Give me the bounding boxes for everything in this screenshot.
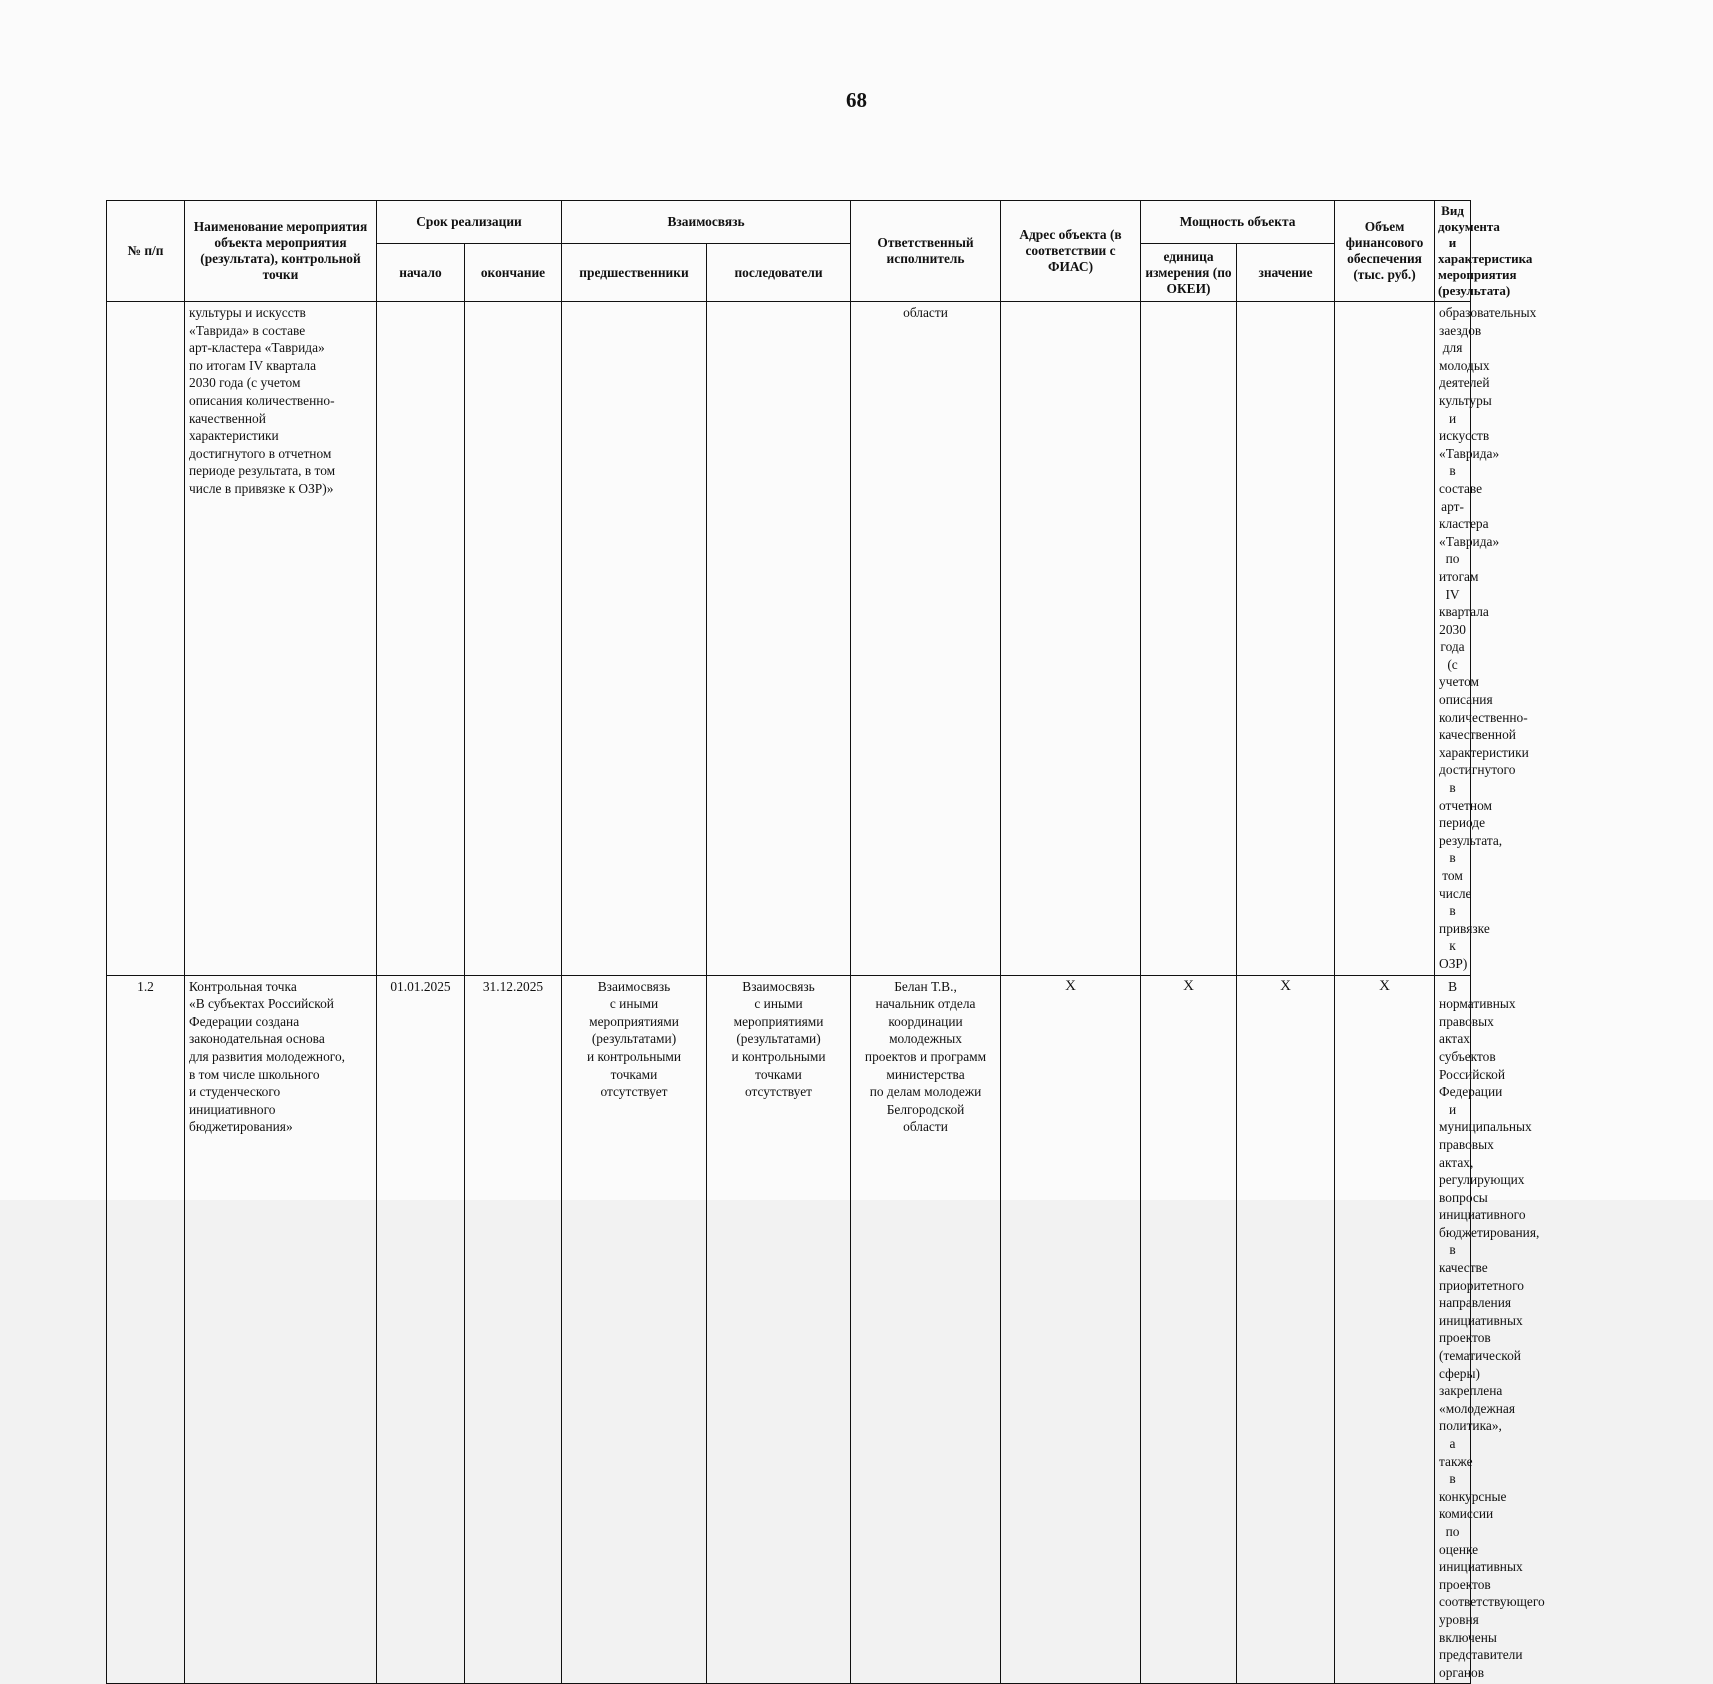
header-capacity-unit: единица измерения (по ОКЕИ) <box>1141 244 1237 302</box>
plan-table <box>106 200 1545 1684</box>
cell-succ: Взаимосвязь с иными мероприятиями (результатами) и контрольными точками отсутствует <box>707 975 851 1684</box>
cell-value: X <box>1237 975 1335 1684</box>
cell-start <box>377 302 465 976</box>
cell-succ <box>707 302 851 976</box>
header-responsible: Ответственный исполнитель <box>851 201 1001 302</box>
cell-start: 01.01.2025 <box>377 975 465 1684</box>
header-period-end: окончание <box>465 244 562 302</box>
cell-name: Контрольная точка «В субъектах Российской Федерации создана законодательная основа для развития молодежного, в том числе школьного и студенческого инициативного бюджетирования» <box>185 975 377 1684</box>
header-name: Наименование мероприятия объекта мероприятия (результата), контрольной точки <box>185 201 377 302</box>
header-doc: Вид документа и характеристика мероприятия (результата) <box>1435 201 1471 302</box>
header-finance: Объем финансового обеспечения (тыс. руб.) <box>1335 201 1435 302</box>
header-period: Срок реализации <box>377 201 562 244</box>
header-period-start: начало <box>377 244 465 302</box>
page-number: 68 <box>846 88 867 112</box>
cell-name: культуры и искусств «Таврида» в составе арт-кластера «Таврида» по итогам IV квартала 2030 года (с учетом описания количественно- качественной характеристики достигнутого в отчетном периоде результата, в том числе в привязке к ОЗР)» <box>185 302 377 976</box>
table-row <box>107 975 1471 1684</box>
table-row <box>107 302 1471 976</box>
cell-finance <box>1335 302 1435 976</box>
cell-finance: X <box>1335 975 1435 1684</box>
cell-doc: В нормативных правовых актах субъектов Российской Федерации и муниципальных правовых актах, регулирующих вопросы инициативного бюджетирования, в качестве приоритетного направления инициативных проектов (тематической сферы) закреплена «молодежная политика», а также в конкурсные комиссии по оценке инициативных проектов соответствующего уровня включены представители органов <box>1435 975 1471 1684</box>
cell-address <box>1001 302 1141 976</box>
cell-unit: X <box>1141 975 1237 1684</box>
header-link-succ: последователи <box>707 244 851 302</box>
cell-address: X <box>1001 975 1141 1684</box>
cell-value <box>1237 302 1335 976</box>
cell-end: 31.12.2025 <box>465 975 562 1684</box>
header-capacity: Мощность объекта <box>1141 201 1335 244</box>
cell-pred <box>562 302 707 976</box>
header-num: № п/п <box>107 201 185 302</box>
cell-doc: образовательных заездов для молодых деятелей культуры и искусств «Таврида» в составе арт- кластера «Таврида» по итогам IV квартала 2030 года (с учетом описания количественно- качественной характеристики достигнутого в отчетном периоде результата, в том числе в привязке к ОЗР) <box>1435 302 1471 976</box>
cell-num <box>107 302 185 976</box>
cell-num: 1.2 <box>107 975 185 1684</box>
plan-table-wrapper <box>106 200 1545 1684</box>
header-capacity-value: значение <box>1237 244 1335 302</box>
cell-end <box>465 302 562 976</box>
header-link: Взаимосвязь <box>562 201 851 244</box>
cell-pred: Взаимосвязь с иными мероприятиями (результатами) и контрольными точками отсутствует <box>562 975 707 1684</box>
cell-responsible: области <box>851 302 1001 976</box>
header-address: Адрес объекта (в соответствии с ФИАС) <box>1001 201 1141 302</box>
cell-unit <box>1141 302 1237 976</box>
cell-responsible: Белан Т.В., начальник отдела координации молодежных проектов и программ министерства по делам молодежи Белгородской области <box>851 975 1001 1684</box>
header-link-pred: предшественники <box>562 244 707 302</box>
